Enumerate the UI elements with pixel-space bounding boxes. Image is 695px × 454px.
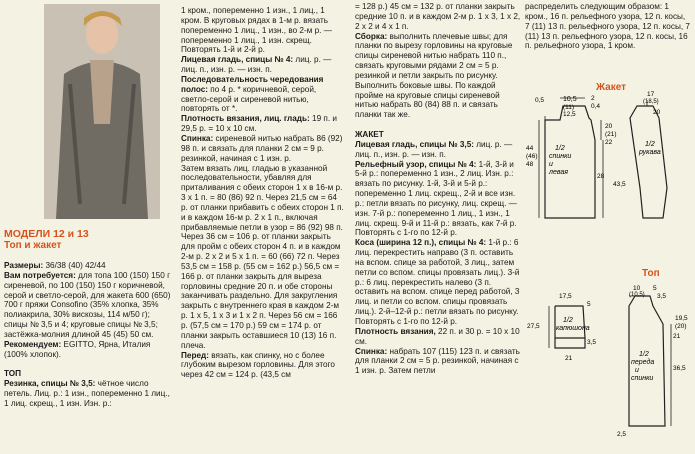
col3-heading: Рельефный узор, спицы № 4: (355, 159, 477, 169)
col1-heading: Резинка, спицы № 3,5: (4, 379, 96, 389)
col3-paragraph (355, 130, 523, 140)
svg-text:5: 5 (587, 301, 591, 308)
svg-text:(10,5): (10,5) (629, 292, 645, 298)
svg-text:(20): (20) (675, 323, 687, 330)
svg-text:10: 10 (633, 285, 641, 292)
svg-text:27,5: 27,5 (527, 323, 540, 330)
col2-text: 19 п. и 29,5 р. = 10 х 10 см. (181, 114, 337, 134)
svg-text:48: 48 (526, 161, 534, 168)
col1-paragraph (4, 379, 174, 409)
col3-paragraph (355, 2, 523, 32)
svg-text:3,5: 3,5 (657, 293, 667, 300)
jacket-title: Жакет (596, 82, 627, 93)
jacket-schematic (525, 88, 693, 238)
col3-heading: Сборка: (355, 31, 388, 41)
svg-text:19,5: 19,5 (675, 315, 688, 322)
col3-text: набрать 107 (115) 123 п. и связать для планки 2 см = 5 р. резинкой, начиная с 1 изн. р. Затем петли (355, 346, 520, 376)
col3-paragraph (355, 238, 523, 327)
col3-heading: ЖАКЕТ (355, 129, 384, 139)
text-column-1 (4, 261, 174, 409)
svg-text:(21): (21) (605, 131, 617, 138)
text-column-2 (181, 6, 344, 380)
svg-text:2,5: 2,5 (617, 431, 627, 438)
svg-text:36,5: 36,5 (673, 365, 686, 372)
col3-paragraph (355, 140, 523, 160)
col2-paragraph (181, 351, 344, 381)
col2-paragraph (181, 164, 344, 351)
col2-heading: Перед: (181, 350, 209, 360)
top-body-label: 1/2 переда и спинки (631, 351, 655, 382)
jacket-sleeve-outline (630, 106, 667, 218)
col3-heading: Лицевая гладь, спицы № 3,5: (355, 139, 474, 149)
col3-paragraph (355, 32, 523, 121)
dim-j-top: 10,5 (563, 96, 577, 103)
col1-paragraph (4, 271, 174, 340)
col3-paragraph (355, 160, 523, 239)
svg-text:43,5: 43,5 (613, 181, 626, 188)
col1-heading: Рекомендуем: (4, 339, 62, 349)
svg-text:2: 2 (591, 95, 595, 102)
svg-text:(18,5): (18,5) (643, 99, 659, 105)
text-column-3 (355, 2, 523, 376)
col2-text: вязать, как спинку, но с более глубоким вырезом горловины. Для этого через 42 см = 124 р. (43,5 см (181, 350, 335, 380)
col2-heading: Спинка: (181, 133, 214, 143)
col1-heading: Размеры: (4, 261, 44, 270)
top-schematic (525, 276, 693, 454)
svg-text:5: 5 (653, 285, 657, 292)
col1-heading: Вам потребуется: (4, 270, 76, 280)
model-title: МОДЕЛИ 12 и 13 (4, 228, 89, 240)
svg-text:21: 21 (565, 355, 573, 362)
col2-text: Затем вязать лиц. гладью в указанной последовательности, убавляя для приталивания с обеих сторон 1 х в 16-м р. 3 х 1 п. = 80 (86) 92 п. Через 21,5 см = 64 р. от планки прибавить с обеих сторон 1 п. и в каждом 16-м р. 2 х 1 п., включая прибавляемые петли в узор = 86 (92) 98 п. Через 36 см = 106 р. от планки закрыть для пройм с обеих сторон 4 п. и в каждом 2-м р. 2 х 2 и 5 х 1 п. = 60 (66) 72 п. Через 53,5 см = 158 р. (55 см = 162 р.) 56,5 см = 166 р. от планки закрыть для выреза горловины средние 20 п. и обе стороны заканчивать раздельно. Для закругления закрыть с внутреннего края в каждом 2-м р. 1 х 5, 1 х 3 и 1 х 2 п. Через 56 см = 166 р. (57,5 см = 170 р.) 59 см = 174 р. от планки закрыть оставшиеся 10 (13) 16 п. плеча. (181, 163, 344, 350)
model-subtitle: Топ и жакет (4, 240, 62, 251)
svg-text:3,5: 3,5 (587, 339, 597, 346)
col2-heading: Последовательность чередования полос: (181, 74, 324, 94)
col1-paragraph (4, 340, 174, 360)
svg-text:0,5: 0,5 (535, 97, 545, 104)
col3-paragraph (355, 120, 523, 130)
col1-paragraph (4, 261, 174, 271)
col2-paragraph (181, 75, 344, 114)
col2-text: 1 кром., попеременно 1 изн., 1 лиц., 1 кром. В круговых рядах в 1-м р. вязать попеременно 1 лиц., 1 изн., во 2-м р. — попеременно 1 лиц., 1 изн. скрещ. Повторять 1-й и 2-й р. (181, 6, 332, 55)
col3-paragraph (355, 347, 523, 377)
col4-text: распределить следующим образом: 1 кром., 16 п. рельефного узора, 12 п. косы, 7 (11) 13 п. рельефного узора, 12 п. косы, 7 (11) 13 п. рельефного узора, 12 п. косы, 16 п. рельефного узора, 1 кром. (525, 2, 690, 51)
col1-paragraph (4, 369, 174, 379)
col1-text: EGITTO, Ярна, Италия (100% хлопок). (4, 339, 151, 359)
svg-text:17: 17 (647, 91, 655, 98)
top-title: Топ (642, 268, 660, 279)
col2-paragraph (181, 6, 344, 55)
col1-text: чётное число петель. Лиц. р.: 1 изн., попеременно 1 лиц., 1 лиц. скрещ., 1 изн. Изн. р.: (4, 379, 170, 408)
col3-text: лиц. р. — лиц. п., изн. р. — изн. п. (355, 139, 513, 159)
jacket-back-label: 1/2 спинки и левая (549, 145, 572, 176)
col2-text: сиреневой нитью набрать 86 (92) 98 п. и связать для планки 2 см = 9 р. резинкой, начиная с 1 изн. р. (181, 133, 343, 163)
col2-text: лиц. р. — лиц. п., изн. р. — изн. п. (181, 55, 332, 75)
col2-text: по 4 р. * коричневой, серой, светло-серой и сиреневой нитью, повторять от *. (181, 84, 317, 114)
col2-heading: Плотность вязания, лиц. гладь: (181, 114, 310, 124)
model-photo (44, 4, 160, 219)
col3-text: выполнить плечевые швы; для планки по вырезу горловины на круговые спицы сиреневой нитью набрать 110 п., связать круговыми рядами 2 см = 5 р. резинкой и петли закрыть по рисунку. Выполнить боковые швы. По каждой пройме на круговые спицы сиреневой нитью набрать 80 (84) 88 п. и связать планки так же. (355, 31, 513, 120)
col1-heading: ТОП (4, 369, 22, 379)
svg-text:17,5: 17,5 (559, 293, 572, 300)
svg-text:21: 21 (673, 333, 681, 340)
col3-paragraph (355, 327, 523, 347)
text-column-4 (525, 2, 691, 51)
svg-text:20: 20 (653, 109, 661, 116)
col3-text: 22 п. и 30 р. = 10 х 10 см. (355, 326, 520, 346)
svg-text:0,4: 0,4 (591, 103, 601, 110)
col3-text: = 128 р.) 45 см = 132 р. от планки закрыть средние 10 п. и в каждом 2-м р. 1 х 3, 1 х 2, 2 х 2 и 4 х 1 п. (355, 2, 521, 31)
col2-paragraph (181, 134, 344, 164)
col3-heading: Коса (ширина 12 п.), спицы № 4: (355, 238, 487, 248)
col1-text: 36/38 (40) 42/44 (43, 261, 106, 270)
hood-label: 1/2 капюшона (556, 317, 590, 332)
col1-paragraph (4, 359, 174, 369)
svg-text:(11): (11) (563, 104, 575, 111)
col2-paragraph (181, 114, 344, 134)
col3-heading: Спинка: (355, 346, 388, 356)
model-header (4, 228, 174, 252)
svg-text:12,5: 12,5 (563, 111, 576, 118)
col2-heading: Лицевая гладь, спицы № 4: (181, 55, 294, 65)
svg-text:44: 44 (526, 145, 534, 152)
col3-heading: Плотность вязания, (355, 326, 436, 336)
jacket-sleeve-label: 1/2 рукава (639, 141, 661, 156)
svg-text:22: 22 (605, 139, 613, 146)
svg-text:(46): (46) (526, 153, 538, 160)
col4-paragraph (525, 2, 691, 51)
svg-text:28: 28 (597, 173, 605, 180)
col3-text: 1-й р.: 6 лиц. перекрестить направо (3 п. оставить на вспом. спице за работой, 3 лиц., затем петли со вспом. спицы провязать лиц.). 3-й р.: 6 лиц. перекрестить налево (3 п. оставить на вспом. спице перед работой, 3 лиц. и петли со вспом. спицы провязать лиц.). 2-й–12-й р.: петли вязать по рисунку. Повторять с 1-го по 12-й р. (355, 238, 520, 326)
col2-paragraph (181, 55, 344, 75)
col1-text: для топа 100 (150) 150 г сиреневой, по 100 (150) 150 г коричневой, серой и светло-серой, для жакета 600 (650) 700 г пряжи Consofino (35% хлопка, 35% полиакрила, 30% вискозы, 114 м/50 г); спицы № 3,5 и 4; круговые спицы № 3,5; застёжка-молния длиной 45 (45) 50 см. (4, 270, 171, 339)
col3-text: 1-й, 3-й и 5-й р.: попеременно 1 изн., 2 лиц. Изн. р.: вязать по рисунку. 1-й, 3-й и 5-й р.: попеременно 1 лиц. скрещ., 2-й и все изн. р.: петли вязать по рисунку, лиц. скрещ. — изн. 7-й р.: попеременно 1 лиц., 1 изн., 1 лиц. скрещ. 9-й и 11-й р.: вязать, как 7-й р. Повторять с 1-го по 12-й р. (355, 159, 517, 238)
svg-text:20: 20 (605, 123, 613, 130)
